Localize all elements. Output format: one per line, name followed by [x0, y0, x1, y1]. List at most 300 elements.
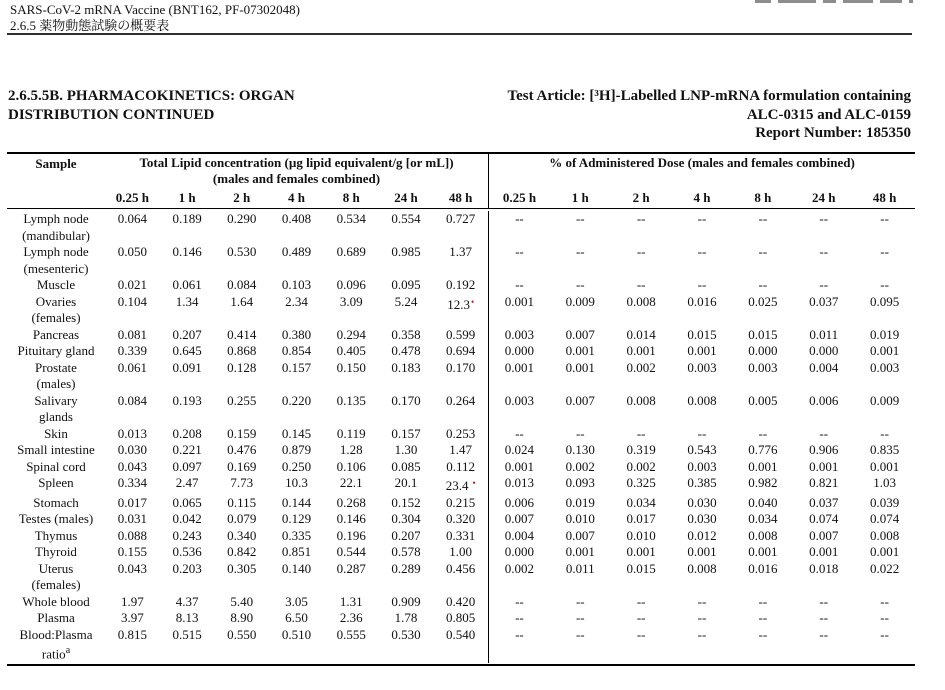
value-cell: --	[819, 593, 829, 609]
value-cell: 0.578	[391, 544, 421, 559]
value-cell: 0.135	[336, 392, 366, 408]
value-cell: 0.515	[172, 626, 202, 642]
value-cell: 0.018	[809, 560, 839, 576]
time-header-right-1: 1 h	[571, 190, 589, 205]
row-label	[7, 610, 105, 627]
value-cell: --	[636, 610, 646, 625]
row-label-line1: Blood:Plasma	[19, 626, 93, 642]
value-cell: 0.540	[446, 626, 476, 642]
row-values-left	[105, 459, 488, 476]
row-values-left	[105, 528, 488, 545]
value-cell: 0.140	[281, 560, 312, 576]
value-cell: 0.159	[227, 425, 257, 441]
value-cell: --	[515, 425, 524, 441]
row-values-left	[105, 594, 488, 611]
value-cell: --	[575, 425, 585, 441]
row-values-right	[488, 343, 915, 360]
value-cell: 0.183	[391, 359, 421, 375]
value-cell: --	[697, 626, 707, 642]
value-cell: 0.009	[565, 293, 595, 309]
row-label	[7, 343, 105, 360]
value-cell: --	[819, 277, 829, 292]
value-cell: 0.115	[227, 494, 257, 510]
row-label	[7, 528, 105, 545]
value-cell: 0.014	[626, 326, 656, 342]
value-cell: 0.193	[172, 392, 202, 408]
value-cell: 0.006	[809, 392, 839, 408]
value-cell: 0.119	[336, 425, 366, 441]
value-cell: --	[636, 593, 646, 609]
row-label	[7, 459, 105, 476]
value-cell: 0.408	[281, 211, 312, 226]
row-label	[7, 594, 105, 611]
value-cell: --	[515, 593, 524, 609]
value-cell: 0.420	[446, 593, 476, 609]
value-cell: --	[697, 610, 707, 625]
value-cell: 0.264	[446, 392, 476, 408]
value-cell: 0.001	[748, 458, 778, 474]
test-article-line1: Test Article: [³H]-Labelled LNP-mRNA formulation containing	[507, 88, 911, 104]
value-cell: --	[575, 610, 585, 625]
row-label	[7, 393, 105, 426]
value-cell: 2.34	[285, 293, 308, 309]
value-cell: --	[880, 593, 889, 609]
red-annotation-dot: •	[472, 478, 476, 488]
value-cell: 0.189	[172, 211, 202, 226]
value-cell: 0.008	[869, 527, 900, 543]
value-cell: 0.255	[227, 392, 257, 408]
time-header-right-5: 24 h	[811, 190, 836, 205]
value-cell: --	[880, 626, 889, 642]
value-cell: 0.287	[336, 560, 366, 576]
value-cell: 0.835	[869, 442, 900, 457]
value-cell: 0.456	[446, 560, 476, 576]
value-cell: 0.008	[748, 527, 778, 543]
value-cell: --	[575, 244, 585, 259]
row-label	[7, 244, 105, 277]
table-body	[7, 209, 915, 664]
value-cell: --	[819, 626, 829, 642]
value-cell: 0.037	[809, 494, 839, 510]
value-cell: 0.152	[391, 494, 421, 510]
value-cell: 3.09	[339, 293, 363, 309]
value-cell: 3.05	[285, 593, 308, 609]
value-cell: 0.007	[565, 392, 595, 408]
value-cell: 0.543	[687, 442, 717, 457]
value-cell: 0.005	[748, 392, 778, 408]
value-cell: 0.220	[281, 392, 312, 408]
value-cell: 0.088	[117, 527, 147, 543]
row-values-right	[488, 475, 915, 495]
value-cell: 0.530	[227, 244, 257, 259]
value-cell: 0.854	[281, 343, 312, 358]
row-values-right	[488, 495, 915, 512]
red-annotation-dot: •	[470, 296, 475, 307]
row-label-line2: (females)	[31, 577, 81, 592]
row-values-right	[488, 294, 915, 327]
table-row	[7, 528, 915, 545]
value-cell: 0.335	[281, 527, 312, 543]
value-cell: 0.008	[626, 293, 656, 309]
value-cell: 0.489	[281, 244, 312, 259]
value-cell: 0.203	[172, 560, 202, 576]
value-cell: --	[819, 211, 829, 226]
value-cell: 0.805	[446, 610, 476, 625]
table-row	[7, 277, 915, 294]
value-cell: 0.250	[281, 458, 312, 474]
row-values-left	[105, 360, 488, 377]
value-cell: --	[819, 425, 829, 441]
value-cell: 0.550	[227, 626, 257, 642]
table-row	[7, 627, 915, 663]
value-cell: 0.010	[565, 511, 595, 526]
row-values-right	[488, 610, 915, 627]
row-label-line1: Spinal cord	[26, 458, 86, 474]
table-row	[7, 610, 915, 627]
row-label-line1: Whole blood	[22, 593, 90, 609]
value-cell: 0.130	[565, 442, 595, 457]
row-label	[7, 495, 105, 512]
value-cell: 0.009	[869, 392, 900, 408]
value-cell: 0.095	[391, 277, 421, 292]
value-cell: --	[697, 277, 707, 292]
value-cell: 0.037	[809, 293, 839, 309]
row-label-line1: Pancreas	[32, 326, 80, 342]
row-label	[7, 211, 105, 244]
value-cell: 0.065	[172, 494, 202, 510]
row-values-left	[105, 327, 488, 344]
value-cell: 0.084	[227, 277, 257, 292]
value-cell: 0.112	[446, 458, 476, 474]
value-cell: 0.554	[391, 211, 421, 226]
value-cell: 0.879	[281, 442, 312, 457]
value-cell: 0.095	[869, 293, 900, 309]
value-cell: 0.002	[626, 359, 656, 375]
value-cell: 0.851	[281, 544, 312, 559]
group-left-line2: (males and females combined)	[212, 171, 381, 186]
value-cell: 0.001	[565, 343, 595, 358]
value-cell: --	[515, 626, 524, 642]
value-cell: --	[758, 425, 768, 441]
table-row	[7, 459, 915, 476]
row-label	[7, 426, 105, 443]
table-row	[7, 495, 915, 512]
row-label-line1: Lymph node	[23, 244, 89, 259]
value-cell: 0.042	[172, 511, 202, 526]
value-cell: 0.002	[565, 458, 595, 474]
value-cell: 0.001	[869, 458, 900, 474]
value-cell: 0.013	[504, 475, 535, 490]
value-cell: 0.358	[391, 326, 421, 342]
table-row	[7, 327, 915, 344]
time-header-left-6: 48 h	[448, 190, 473, 205]
value-cell: --	[575, 593, 585, 609]
value-cell: 20.1	[394, 475, 418, 490]
value-cell: 0.015	[748, 326, 778, 342]
value-cell: 0.145	[281, 425, 312, 441]
value-cell: --	[636, 425, 646, 441]
value-cell: 0.001	[565, 359, 595, 375]
row-label-line1: Thymus	[34, 527, 78, 543]
time-header-right-0: 0.25 h	[502, 190, 537, 205]
time-header-left-5: 24 h	[394, 190, 418, 205]
value-cell: --	[575, 211, 585, 226]
row-values-right	[488, 442, 915, 459]
row-values-right	[488, 426, 915, 443]
value-cell: 0.530	[391, 626, 421, 642]
value-cell: 22.1	[339, 475, 363, 490]
value-cell: 0.985	[391, 244, 421, 259]
time-header-left-3: 4 h	[288, 190, 305, 205]
value-cell: 0.003	[687, 359, 717, 375]
value-cell: 0.043	[117, 560, 147, 576]
time-headers-right	[488, 187, 915, 208]
time-header-left-1: 1 h	[178, 190, 196, 205]
time-header-right-4: 8 h	[754, 190, 772, 205]
value-cell: 0.024	[504, 442, 535, 457]
value-cell: 0.043	[117, 458, 147, 474]
row-label-line1: Lymph node	[23, 211, 89, 226]
value-cell: --	[880, 211, 889, 226]
value-cell: 1.00	[449, 544, 473, 559]
row-values-right	[488, 393, 915, 426]
value-cell: 0.842	[227, 544, 257, 559]
row-label	[7, 511, 105, 528]
value-cell: 0.061	[172, 277, 202, 292]
value-cell: 0.015	[687, 326, 717, 342]
group-left-line1: Total Lipid concentration (µg lipid equivalent/g [or mL])	[139, 155, 454, 170]
row-label-line1: Spleen	[38, 475, 74, 490]
value-cell: 0.243	[172, 527, 202, 543]
value-cell: 0.207	[391, 527, 421, 543]
value-cell: 0.104	[117, 293, 147, 309]
value-cell: 1.30	[394, 442, 418, 457]
value-cell: 0.003	[748, 359, 778, 375]
row-label-line2: (males)	[36, 376, 76, 391]
clipped-page-header-fragment	[755, 0, 915, 5]
value-cell: 0.170	[446, 359, 476, 375]
report-number: Report Number: 185350	[755, 125, 911, 141]
value-cell: 0.555	[336, 626, 366, 642]
row-values-left	[105, 442, 488, 459]
time-header-left-2: 2 h	[233, 190, 251, 205]
row-values-right	[488, 211, 915, 244]
value-cell: 0.096	[336, 277, 366, 292]
value-cell: 0.294	[336, 326, 366, 342]
row-label	[7, 627, 105, 663]
value-cell: 0.128	[227, 359, 257, 375]
section-title-row	[8, 87, 911, 143]
value-cell: --	[880, 244, 889, 259]
row-label	[7, 561, 105, 594]
value-cell: 0.001	[809, 544, 839, 559]
value-cell: --	[515, 244, 524, 259]
value-cell: 0.815	[117, 626, 147, 642]
value-cell: 0.017	[626, 511, 656, 526]
value-cell: 0.146	[172, 244, 202, 259]
value-cell: 0.534	[336, 211, 366, 226]
row-values-left	[105, 294, 488, 314]
value-cell: --	[880, 277, 889, 292]
value-cell: 0.013	[117, 425, 147, 441]
value-cell: 0.008	[687, 392, 717, 408]
value-cell: --	[575, 626, 585, 642]
row-label	[7, 442, 105, 459]
value-cell: 23.4 •	[445, 478, 476, 493]
value-cell: 1.97	[120, 593, 144, 609]
row-label-line1: Testes (males)	[18, 511, 94, 526]
value-cell: --	[697, 211, 707, 226]
value-cell: 0.208	[172, 425, 202, 441]
value-cell: --	[636, 277, 646, 292]
table-row	[7, 594, 915, 611]
row-label-line1: Prostate	[35, 359, 77, 375]
value-cell: 5.24	[394, 293, 418, 309]
lipid-concentration-group-header	[105, 154, 488, 187]
value-cell: 0.097	[172, 458, 202, 474]
value-cell: 0.290	[227, 211, 257, 226]
value-cell: 0.039	[869, 494, 900, 510]
row-values-right	[488, 511, 915, 528]
row-values-left	[105, 244, 488, 261]
value-cell: 0.079	[227, 511, 257, 526]
value-cell: 0.000	[504, 343, 535, 358]
value-cell: 0.689	[336, 244, 366, 259]
value-cell: 0.289	[391, 560, 421, 576]
row-values-left	[105, 627, 488, 644]
value-cell: 0.008	[687, 560, 717, 576]
value-cell: 0.040	[748, 494, 778, 510]
value-cell: 0.776	[748, 442, 778, 457]
value-cell: 0.727	[446, 211, 476, 226]
value-cell: 0.304	[391, 511, 421, 526]
row-label-line1: Ovaries	[35, 293, 77, 309]
value-cell: 0.001	[869, 343, 900, 358]
value-cell: 0.331	[446, 527, 476, 543]
value-cell: 0.150	[336, 359, 366, 375]
value-cell: 0.007	[565, 527, 595, 543]
value-cell: 0.064	[117, 211, 147, 226]
value-cell: 0.017	[117, 494, 147, 510]
table-row	[7, 343, 915, 360]
value-cell: 0.006	[504, 494, 535, 510]
value-cell: --	[819, 610, 829, 625]
value-cell: --	[697, 593, 707, 609]
value-cell: 0.157	[391, 425, 421, 441]
value-cell: 1.34	[175, 293, 199, 309]
time-header-right-3: 4 h	[693, 190, 711, 205]
table-row	[7, 211, 915, 244]
value-cell: 0.074	[869, 511, 900, 526]
value-cell: --	[758, 244, 768, 259]
row-label	[7, 360, 105, 393]
value-cell: 0.030	[117, 442, 147, 457]
value-cell: 0.001	[687, 544, 717, 559]
row-values-right	[488, 544, 915, 561]
value-cell: 4.37	[175, 593, 199, 609]
value-cell: 0.003	[687, 458, 717, 474]
value-cell: 0.084	[117, 392, 147, 408]
value-cell: 0.196	[336, 527, 366, 543]
row-label-line1: Small intestine	[17, 442, 95, 457]
row-label-line1: Muscle	[36, 277, 76, 292]
value-cell: 0.019	[565, 494, 595, 510]
row-values-left	[105, 393, 488, 410]
value-cell: 0.091	[172, 359, 202, 375]
value-cell: --	[758, 277, 768, 292]
row-values-left	[105, 544, 488, 561]
value-cell: 0.085	[391, 458, 421, 474]
value-cell: 0.476	[227, 442, 257, 457]
value-cell: 0.001	[687, 343, 717, 358]
value-cell: 0.001	[869, 544, 900, 559]
table-time-header-row	[7, 187, 915, 209]
section-number-jp: 2.6.5 薬物動態試験の概要表	[10, 17, 170, 33]
administered-dose-group-header	[488, 154, 915, 187]
value-cell: 8.13	[175, 610, 199, 625]
row-values-right	[488, 561, 915, 594]
row-values-left	[105, 610, 488, 627]
value-cell: 0.155	[117, 544, 147, 559]
row-label-line2: glands	[39, 409, 73, 424]
value-cell: 0.129	[281, 511, 312, 526]
value-cell: 0.339	[117, 343, 147, 358]
document-title: SARS-CoV-2 mRNA Vaccine (BNT162, PF-07302048)	[10, 2, 300, 17]
value-cell: 0.414	[227, 326, 257, 342]
row-values-left	[105, 511, 488, 528]
time-header-left-0: 0.25 h	[115, 190, 149, 205]
value-cell: 0.019	[869, 326, 900, 342]
time-header-right-6: 48 h	[872, 190, 897, 205]
sample-column-header: Sample	[35, 156, 77, 171]
value-cell: --	[636, 626, 646, 642]
value-cell: 0.982	[748, 475, 778, 490]
table-row	[7, 475, 915, 495]
value-cell: 2.36	[339, 610, 363, 625]
row-values-left	[105, 561, 488, 578]
value-cell: 1.31	[339, 593, 363, 609]
value-cell: 0.015	[626, 560, 656, 576]
value-cell: 0.000	[504, 544, 535, 559]
value-cell: 0.192	[446, 277, 476, 292]
value-cell: 0.025	[748, 293, 778, 309]
value-cell: 1.03	[873, 475, 896, 490]
value-cell: 0.106	[336, 458, 366, 474]
value-cell: 0.011	[565, 560, 595, 576]
value-cell: 0.906	[809, 442, 839, 457]
value-cell: 1.37	[449, 244, 473, 259]
value-cell: 0.821	[809, 475, 839, 490]
row-label	[7, 277, 105, 294]
time-header-left-4: 8 h	[342, 190, 360, 205]
time-headers-left	[105, 187, 488, 208]
value-cell: 0.004	[504, 527, 535, 543]
value-cell: 0.645	[172, 343, 202, 358]
row-values-right	[488, 627, 915, 663]
value-cell: 0.003	[504, 326, 535, 342]
value-cell: 0.007	[809, 527, 839, 543]
table-group-header-row	[7, 154, 915, 187]
row-values-left	[105, 343, 488, 360]
row-label	[7, 294, 105, 327]
value-cell: 2.47	[175, 475, 199, 490]
value-cell: 0.030	[687, 511, 717, 526]
value-cell: --	[575, 277, 585, 292]
footnote-marker: a	[65, 645, 71, 656]
value-cell: 0.319	[626, 442, 656, 457]
value-cell: 0.478	[391, 343, 421, 358]
table-row	[7, 544, 915, 561]
